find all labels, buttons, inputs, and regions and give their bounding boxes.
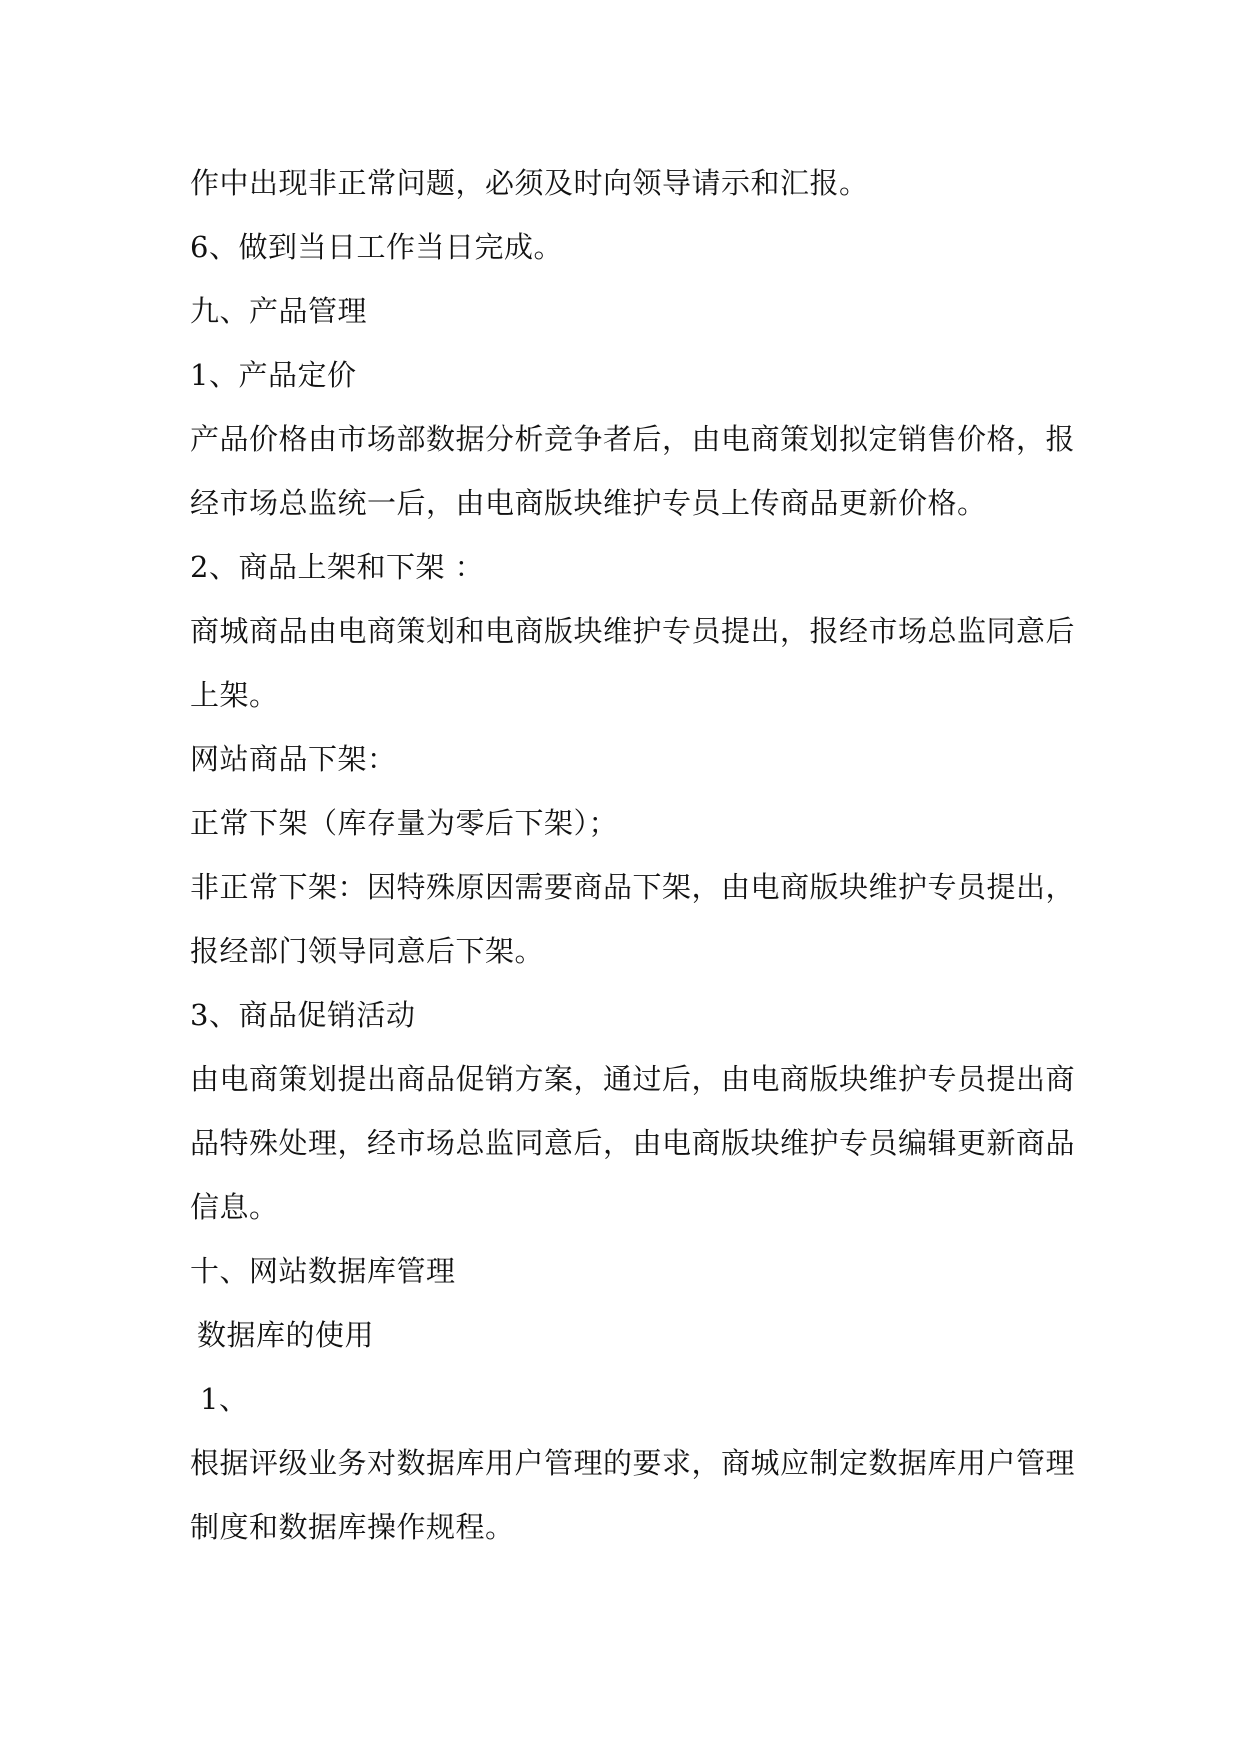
paragraph-line: 根据评级业务对数据库用户管理的要求，商城应制定数据库用户管理 xyxy=(190,1446,1076,1480)
subsection-heading: 1、产品定价 xyxy=(190,358,357,392)
paragraph-line: 非正常下架：因特殊原因需要商品下架，由电商版块维护专员提出， xyxy=(190,870,1076,904)
list-item: 1、 xyxy=(200,1382,249,1416)
paragraph-line: 商城商品由电商策划和电商版块维护专员提出，报经市场总监同意后 xyxy=(190,614,1076,648)
paragraph-line: 产品价格由市场部数据分析竞争者后，由电商策划拟定销售价格，报 xyxy=(190,422,1076,456)
paragraph-line: 报经部门领导同意后下架。 xyxy=(190,934,545,968)
paragraph-line: 品特殊处理，经市场总监同意后，由电商版块维护专员编辑更新商品 xyxy=(190,1126,1076,1160)
paragraph-line: 信息。 xyxy=(190,1190,279,1224)
paragraph-line: 网站商品下架： xyxy=(190,742,397,776)
subsection-heading: 2、商品上架和下架 ： xyxy=(190,550,485,584)
section-heading: 十、网站数据库管理 xyxy=(190,1254,456,1288)
list-item: 6、做到当日工作当日完成。 xyxy=(190,230,563,264)
paragraph-line: 上架。 xyxy=(190,678,279,712)
paragraph-line: 经市场总监统一后，由电商版块维护专员上传商品更新价格。 xyxy=(190,486,987,520)
subsection-heading: 数据库的使用 xyxy=(197,1318,375,1352)
paragraph-line: 正常下架（库存量为零后下架）； xyxy=(190,806,619,840)
paragraph-line: 由电商策划提出商品促销方案，通过后，由电商版块维护专员提出商 xyxy=(190,1062,1076,1096)
subsection-heading: 3、商品促销活动 xyxy=(190,998,416,1032)
paragraph-line: 制度和数据库操作规程。 xyxy=(190,1510,515,1544)
paragraph-line: 作中出现非正常问题，必须及时向领导请示和汇报。 xyxy=(190,166,869,200)
section-heading: 九、产品管理 xyxy=(190,294,368,328)
